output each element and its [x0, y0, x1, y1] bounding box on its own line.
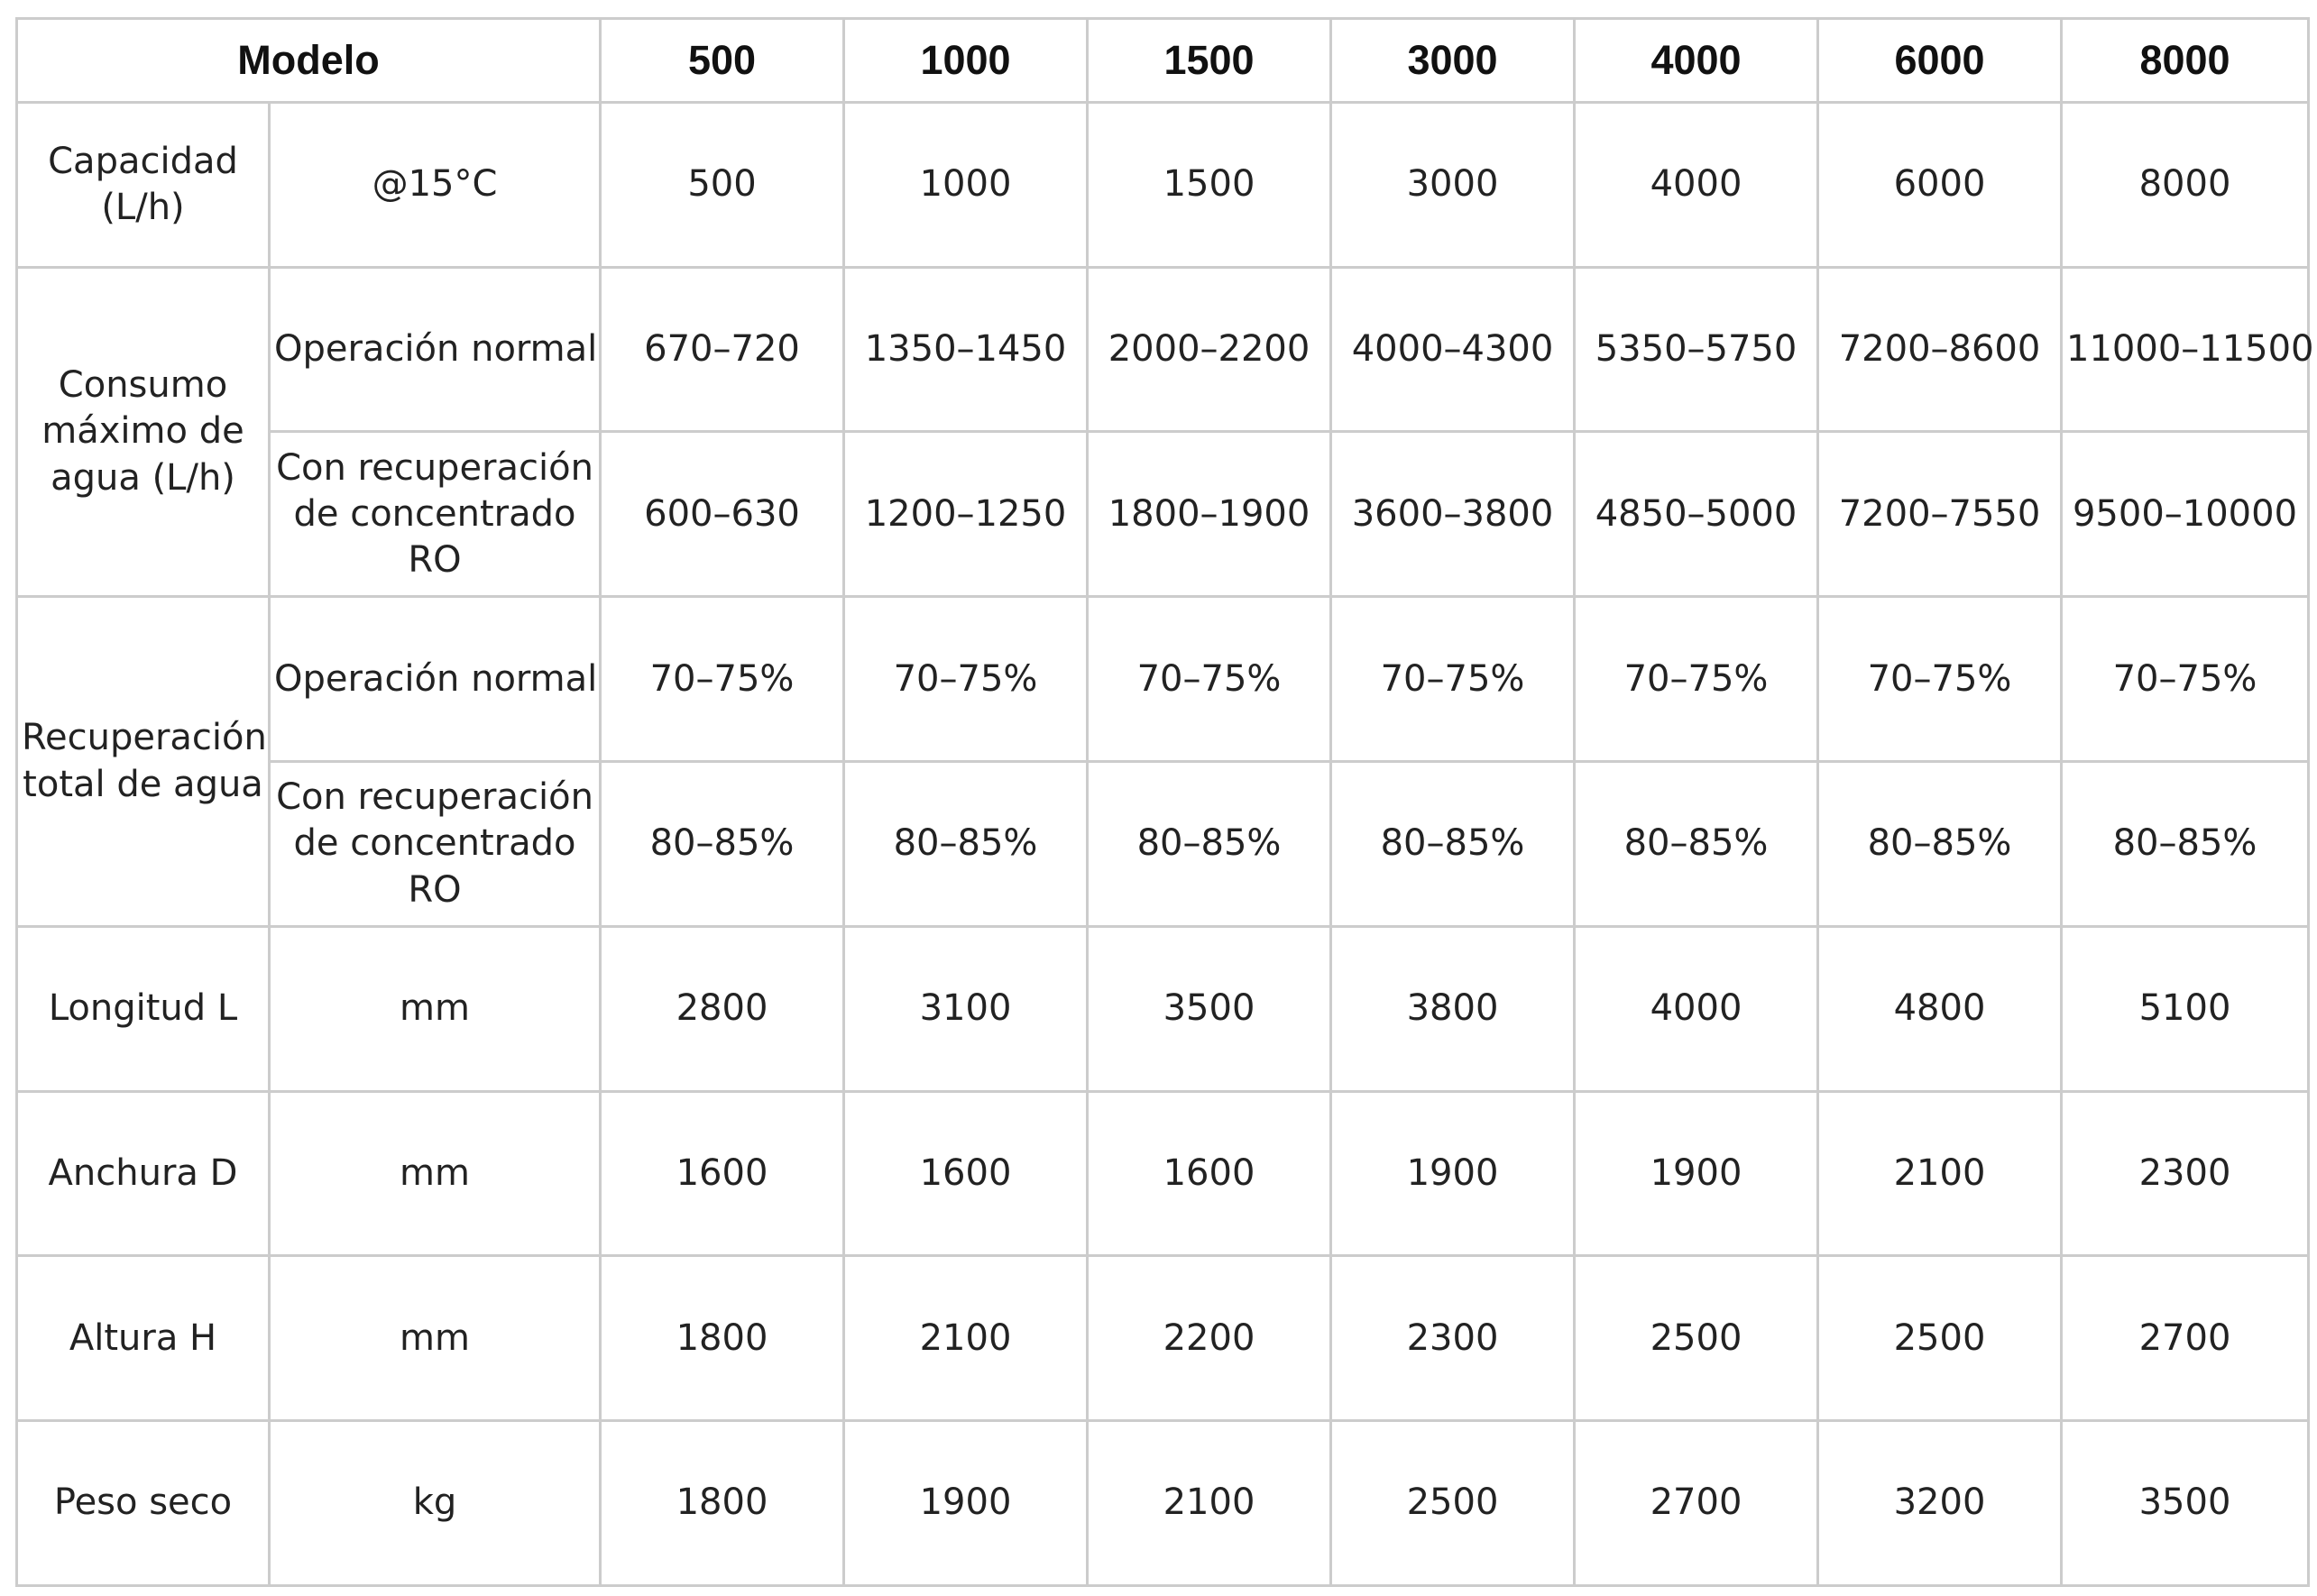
table-cell: 670–720	[601, 267, 844, 432]
consumption-normal-row	[17, 267, 2309, 432]
table-cell: 1200–1250	[844, 432, 1088, 597]
table-cell: 2100	[844, 1256, 1088, 1421]
weight-row	[17, 1421, 2309, 1586]
recovery-ro-label: Con recuperación de concentrado RO	[270, 762, 601, 927]
table-cell: 500	[601, 102, 844, 267]
header-row	[17, 19, 2309, 103]
table-cell: 80–85%	[844, 762, 1088, 927]
table-cell: 2500	[1575, 1256, 1818, 1421]
table-cell: 2100	[1088, 1421, 1331, 1586]
model-col-6000: 6000	[1818, 19, 2062, 103]
model-header: Modelo	[17, 19, 601, 103]
table-cell: 1800	[601, 1256, 844, 1421]
table-cell: 80–85%	[1088, 762, 1331, 927]
recovery-label: Recuperación total de agua	[17, 597, 270, 927]
model-col-8000: 8000	[2062, 19, 2309, 103]
table-cell: 4000–4300	[1331, 267, 1575, 432]
table-cell: 2300	[1331, 1256, 1575, 1421]
table-cell: 3200	[1818, 1421, 2062, 1586]
table-cell: 80–85%	[1818, 762, 2062, 927]
consumption-ro-label: Con recuperación de concentrado RO	[270, 432, 601, 597]
length-row	[17, 926, 2309, 1091]
consumption-normal-label: Operación normal	[270, 267, 601, 432]
table-cell: 9500–10000	[2062, 432, 2309, 597]
table-cell: 600–630	[601, 432, 844, 597]
table-cell: 4000	[1575, 102, 1818, 267]
table-cell: 6000	[1818, 102, 2062, 267]
weight-label: Peso seco	[17, 1421, 270, 1586]
table-cell: 5350–5750	[1575, 267, 1818, 432]
table-cell: 7200–8600	[1818, 267, 2062, 432]
table-cell: 4800	[1818, 926, 2062, 1091]
specifications-table	[15, 17, 2314, 1587]
table-cell: 3000	[1331, 102, 1575, 267]
table-cell: 80–85%	[1331, 762, 1575, 927]
table-cell: 3100	[844, 926, 1088, 1091]
table-cell: 2100	[1818, 1091, 2062, 1256]
table-cell: 1800–1900	[1088, 432, 1331, 597]
table-cell: 4000	[1575, 926, 1818, 1091]
height-unit: mm	[270, 1256, 601, 1421]
width-row	[17, 1091, 2309, 1256]
model-col-500: 500	[601, 19, 844, 103]
table-cell: 4850–5000	[1575, 432, 1818, 597]
table-cell: 2200	[1088, 1256, 1331, 1421]
table-cell: 1500	[1088, 102, 1331, 267]
width-label: Anchura D	[17, 1091, 270, 1256]
table-cell: 2800	[601, 926, 844, 1091]
recovery-normal-row	[17, 597, 2309, 762]
capacity-row	[17, 102, 2309, 267]
table-cell: 80–85%	[601, 762, 844, 927]
table-cell: 3500	[1088, 926, 1331, 1091]
table-cell: 1900	[1331, 1091, 1575, 1256]
recovery-ro-row	[17, 762, 2309, 927]
table-cell: 70–75%	[1575, 597, 1818, 762]
height-row	[17, 1256, 2309, 1421]
table-cell: 1600	[1088, 1091, 1331, 1256]
table-cell: 1350–1450	[844, 267, 1088, 432]
capacity-label: Capacidad (L/h)	[17, 102, 270, 267]
table-cell: 11000–11500	[2062, 267, 2309, 432]
model-col-3000: 3000	[1331, 19, 1575, 103]
table-cell: 2300	[2062, 1091, 2309, 1256]
table-cell: 1900	[1575, 1091, 1818, 1256]
table-cell: 5100	[2062, 926, 2309, 1091]
table-cell: 70–75%	[1331, 597, 1575, 762]
table-cell: 2700	[1575, 1421, 1818, 1586]
consumption-ro-row	[17, 432, 2309, 597]
length-label: Longitud L	[17, 926, 270, 1091]
table-cell: 2000–2200	[1088, 267, 1331, 432]
table-cell: 1900	[844, 1421, 1088, 1586]
model-col-4000: 4000	[1575, 19, 1818, 103]
table-cell: 70–75%	[844, 597, 1088, 762]
table-cell: 70–75%	[2062, 597, 2309, 762]
capacity-condition: @15°C	[270, 102, 601, 267]
length-unit: mm	[270, 926, 601, 1091]
consumption-label: Consumo máximo de agua (L/h)	[17, 267, 270, 597]
table-cell: 80–85%	[1575, 762, 1818, 927]
height-label: Altura H	[17, 1256, 270, 1421]
table-cell: 1800	[601, 1421, 844, 1586]
table-cell: 80–85%	[2062, 762, 2309, 927]
weight-unit: kg	[270, 1421, 601, 1586]
model-col-1000: 1000	[844, 19, 1088, 103]
table-cell: 70–75%	[1818, 597, 2062, 762]
table-cell: 3800	[1331, 926, 1575, 1091]
table-cell: 1600	[601, 1091, 844, 1256]
table-cell: 8000	[2062, 102, 2309, 267]
recovery-normal-label: Operación normal	[270, 597, 601, 762]
table-cell: 1600	[844, 1091, 1088, 1256]
table-cell: 1000	[844, 102, 1088, 267]
table-cell: 2700	[2062, 1256, 2309, 1421]
table-cell: 70–75%	[1088, 597, 1331, 762]
table-cell: 3500	[2062, 1421, 2309, 1586]
table-cell: 3600–3800	[1331, 432, 1575, 597]
table-cell: 2500	[1331, 1421, 1575, 1586]
table-cell: 7200–7550	[1818, 432, 2062, 597]
width-unit: mm	[270, 1091, 601, 1256]
model-col-1500: 1500	[1088, 19, 1331, 103]
table-cell: 70–75%	[601, 597, 844, 762]
table-cell: 2500	[1818, 1256, 2062, 1421]
